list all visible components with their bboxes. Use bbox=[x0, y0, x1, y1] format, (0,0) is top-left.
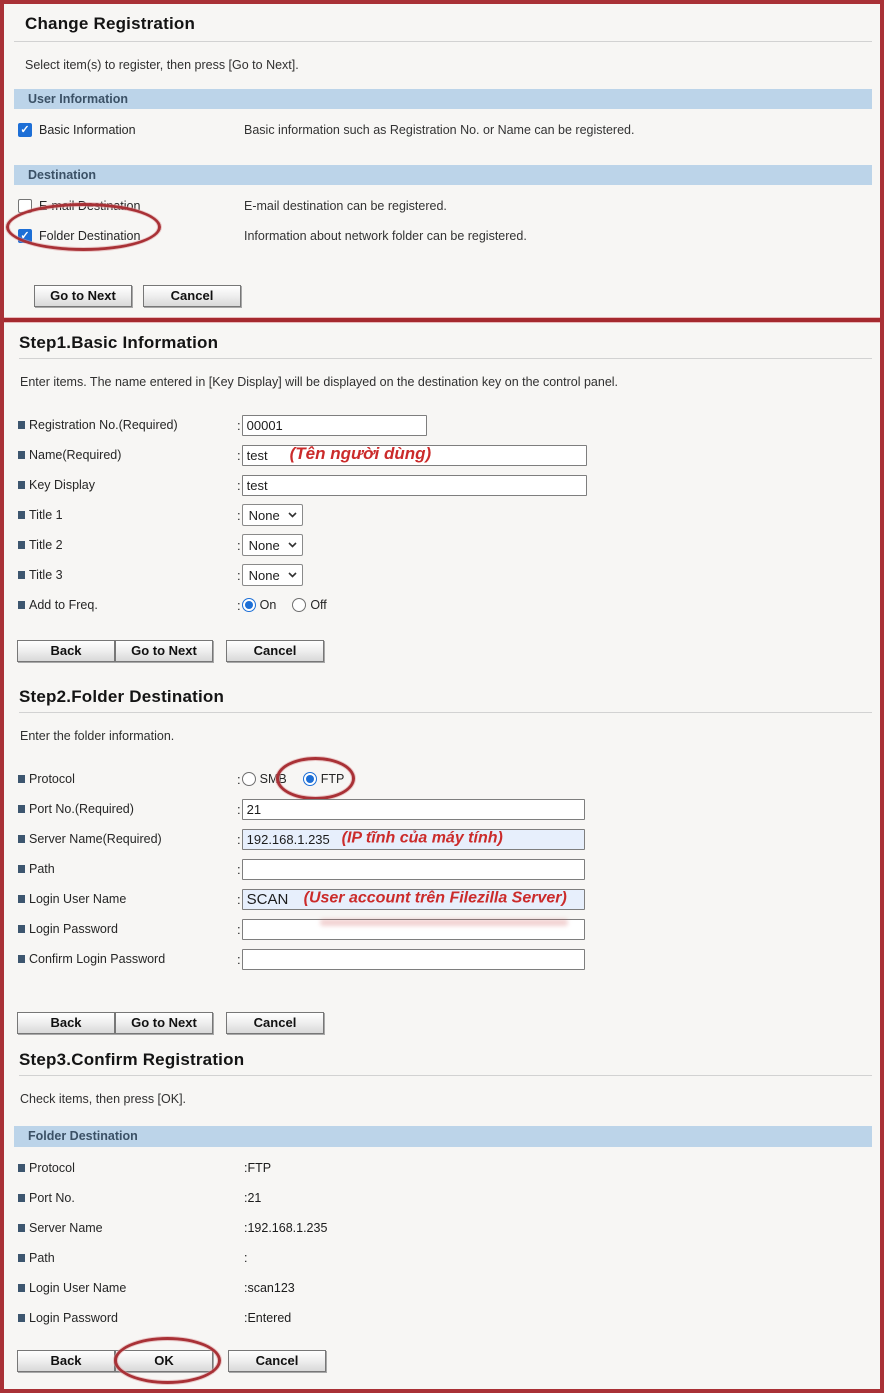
step1-divider bbox=[19, 358, 872, 359]
protocol-label: Protocol bbox=[29, 772, 75, 786]
server-name-row bbox=[4, 824, 880, 854]
step3-back-button[interactable]: Back bbox=[17, 1350, 115, 1372]
step2-cancel-button[interactable]: Cancel bbox=[226, 1012, 324, 1034]
field-colon: : bbox=[237, 801, 241, 817]
chevron-down-icon bbox=[288, 512, 297, 518]
summary-row-path bbox=[4, 1243, 880, 1273]
email-destination-checkbox[interactable] bbox=[18, 199, 32, 213]
title3-select[interactable] bbox=[242, 564, 303, 586]
login-password-input[interactable] bbox=[242, 919, 585, 940]
step1-title: Step1.Basic Information bbox=[19, 333, 219, 352]
button-spacer bbox=[213, 640, 226, 662]
summary-login-password-label: Login Password bbox=[29, 1311, 118, 1325]
summary-row-protocol bbox=[4, 1153, 880, 1183]
user-information-header: User Information bbox=[14, 89, 872, 109]
add-to-freq-off-radio[interactable] bbox=[292, 598, 306, 612]
name-label: Name(Required) bbox=[29, 448, 122, 462]
email-destination-row bbox=[4, 193, 880, 219]
chevron-down-icon bbox=[288, 572, 297, 578]
summary-server-name-label: Server Name bbox=[29, 1221, 103, 1235]
registration-no-input[interactable] bbox=[242, 415, 427, 436]
step2-go-to-next-button[interactable]: Go to Next bbox=[115, 1012, 213, 1034]
summary-login-user-name-value: :scan123 bbox=[244, 1281, 295, 1295]
summary-port-no-value: :21 bbox=[244, 1191, 262, 1205]
field-bullet bbox=[18, 895, 25, 903]
field-bullet bbox=[18, 805, 25, 813]
field-bullet bbox=[18, 925, 25, 933]
summary-row-port-no bbox=[4, 1183, 880, 1213]
field-bullet bbox=[18, 451, 25, 459]
port-no-row bbox=[4, 794, 880, 824]
field-bullet bbox=[18, 835, 25, 843]
field-bullet bbox=[18, 1254, 25, 1262]
title3-selected-value: None bbox=[248, 567, 280, 583]
summary-login-password-value: :Entered bbox=[244, 1311, 292, 1325]
folder-destination-row bbox=[4, 223, 880, 249]
summary-path-label: Path bbox=[29, 1251, 55, 1265]
field-colon: : bbox=[237, 507, 241, 523]
step3-title: Step3.Confirm Registration bbox=[19, 1050, 245, 1069]
folder-destination-label: Folder Destination bbox=[39, 229, 141, 243]
summary-port-no-label: Port No. bbox=[29, 1191, 75, 1205]
field-bullet bbox=[18, 1314, 25, 1322]
title1-label: Title 1 bbox=[29, 508, 63, 522]
confirm-login-password-label: Confirm Login Password bbox=[29, 952, 166, 966]
step1-instructions: Enter items. The name entered in [Key Display] will be displayed on the destination key on the control panel. bbox=[20, 375, 619, 389]
field-colon: : bbox=[237, 951, 241, 967]
folder-destination-description: Information about network folder can be registered. bbox=[244, 229, 527, 243]
name-row bbox=[4, 440, 880, 470]
title1-row bbox=[4, 500, 880, 530]
login-password-label: Login Password bbox=[29, 922, 118, 936]
step3-divider bbox=[19, 1075, 872, 1076]
summary-row-login-user-name bbox=[4, 1273, 880, 1303]
button-spacer bbox=[132, 285, 143, 307]
login-user-name-row bbox=[4, 884, 880, 914]
button-spacer bbox=[213, 1012, 226, 1034]
step1-cancel-button[interactable]: Cancel bbox=[226, 640, 324, 662]
server-name-label: Server Name(Required) bbox=[29, 832, 162, 846]
basic-information-row bbox=[4, 117, 880, 143]
title2-select[interactable] bbox=[242, 534, 303, 556]
protocol-ftp-radio[interactable] bbox=[303, 772, 317, 786]
summary-server-name-value: :192.168.1.235 bbox=[244, 1221, 328, 1235]
summary-row-login-password bbox=[4, 1303, 880, 1333]
step3-instructions: Check items, then press [OK]. bbox=[20, 1092, 187, 1106]
registration-no-label: Registration No.(Required) bbox=[29, 418, 178, 432]
step2-divider bbox=[19, 712, 872, 713]
add-to-freq-on-radio[interactable] bbox=[242, 598, 256, 612]
field-bullet bbox=[18, 1194, 25, 1202]
folder-destination-summary bbox=[4, 1153, 880, 1333]
step3-ok-button[interactable]: OK bbox=[115, 1350, 213, 1372]
field-bullet bbox=[18, 1284, 25, 1292]
key-display-row bbox=[4, 470, 880, 500]
step2-back-button[interactable]: Back bbox=[17, 1012, 115, 1034]
change-registration-buttons bbox=[34, 285, 880, 307]
field-bullet bbox=[18, 955, 25, 963]
button-spacer bbox=[213, 1350, 228, 1372]
login-password-row bbox=[4, 914, 880, 944]
confirm-login-password-row bbox=[4, 944, 880, 974]
folder-destination-summary-header: Folder Destination bbox=[14, 1126, 872, 1147]
name-input[interactable] bbox=[242, 445, 587, 466]
protocol-smb-label: SMB bbox=[259, 772, 287, 786]
field-colon: : bbox=[237, 597, 241, 613]
step2-title: Step2.Folder Destination bbox=[19, 687, 225, 706]
name-annotation: (Tên người dùng) bbox=[289, 444, 432, 464]
path-row bbox=[4, 854, 880, 884]
protocol-ftp-label: FTP bbox=[320, 772, 345, 786]
basic-information-description: Basic information such as Registration No. or Name can be registered. bbox=[244, 123, 635, 137]
summary-login-user-name-label: Login User Name bbox=[29, 1281, 127, 1295]
add-to-freq-on-label: On bbox=[259, 598, 277, 612]
email-destination-label: E-mail Destination bbox=[39, 199, 141, 213]
login-user-name-input[interactable] bbox=[242, 889, 585, 910]
field-bullet bbox=[18, 1164, 25, 1172]
path-label: Path bbox=[29, 862, 55, 876]
step1-go-to-next-button[interactable]: Go to Next bbox=[115, 640, 213, 662]
destination-header: Destination bbox=[14, 165, 872, 185]
confirm-login-password-input[interactable] bbox=[242, 949, 585, 970]
change-registration-instructions: Select item(s) to register, then press [Go to Next]. bbox=[25, 58, 299, 72]
add-to-freq-row bbox=[4, 590, 880, 620]
page-title: Change Registration bbox=[25, 14, 196, 33]
field-colon: : bbox=[237, 831, 241, 847]
chevron-down-icon bbox=[288, 542, 297, 548]
field-bullet bbox=[18, 775, 25, 783]
field-colon: : bbox=[237, 861, 241, 877]
summary-protocol-value: :FTP bbox=[244, 1161, 272, 1175]
folder-destination-checkbox[interactable] bbox=[18, 229, 32, 243]
title3-label: Title 3 bbox=[29, 568, 63, 582]
email-destination-description: E-mail destination can be registered. bbox=[244, 199, 447, 213]
basic-information-label: Basic Information bbox=[39, 123, 136, 137]
step1-form bbox=[4, 410, 880, 620]
server-name-input[interactable] bbox=[242, 829, 585, 850]
step2-form bbox=[4, 764, 880, 974]
field-bullet bbox=[18, 541, 25, 549]
title1-selected-value: None bbox=[248, 507, 280, 523]
title1-select[interactable] bbox=[242, 504, 303, 526]
server-name-annotation: (IP tĩnh của máy tính) bbox=[341, 829, 503, 847]
step1-buttons bbox=[17, 640, 880, 662]
field-bullet bbox=[18, 421, 25, 429]
login-user-name-annotation: (User account trên Filezilla Server) bbox=[303, 889, 567, 907]
steps-panel bbox=[4, 322, 880, 1389]
registration-no-row bbox=[4, 410, 880, 440]
field-colon: : bbox=[237, 771, 241, 787]
field-colon: : bbox=[237, 447, 241, 463]
title2-row bbox=[4, 530, 880, 560]
path-input[interactable] bbox=[242, 859, 585, 880]
field-bullet bbox=[18, 511, 25, 519]
key-display-input[interactable] bbox=[242, 475, 587, 496]
field-colon: : bbox=[237, 537, 241, 553]
go-to-next-button[interactable]: Go to Next bbox=[34, 285, 132, 307]
change-registration-panel bbox=[4, 4, 880, 318]
title2-selected-value: None bbox=[248, 537, 280, 553]
field-colon: : bbox=[237, 921, 241, 937]
field-bullet bbox=[18, 481, 25, 489]
field-bullet bbox=[18, 571, 25, 579]
cancel-button[interactable]: Cancel bbox=[143, 285, 241, 307]
step2-buttons bbox=[17, 1012, 880, 1034]
step2-instructions: Enter the folder information. bbox=[20, 729, 175, 743]
title-divider bbox=[14, 41, 872, 42]
summary-protocol-label: Protocol bbox=[29, 1161, 75, 1175]
add-to-freq-label: Add to Freq. bbox=[29, 598, 98, 612]
field-colon: : bbox=[237, 417, 241, 433]
field-colon: : bbox=[237, 567, 241, 583]
key-display-label: Key Display bbox=[29, 478, 95, 492]
field-bullet bbox=[18, 601, 25, 609]
step3-cancel-button[interactable]: Cancel bbox=[228, 1350, 326, 1372]
basic-information-checkbox[interactable] bbox=[18, 123, 32, 137]
title3-row bbox=[4, 560, 880, 590]
title2-label: Title 2 bbox=[29, 538, 63, 552]
add-to-freq-off-label: Off bbox=[310, 598, 327, 612]
port-no-label: Port No.(Required) bbox=[29, 802, 134, 816]
field-colon: : bbox=[237, 891, 241, 907]
port-no-input[interactable] bbox=[242, 799, 585, 820]
summary-path-value: : bbox=[244, 1251, 248, 1265]
login-user-name-label: Login User Name bbox=[29, 892, 127, 906]
protocol-smb-radio[interactable] bbox=[242, 772, 256, 786]
field-bullet bbox=[18, 865, 25, 873]
field-bullet bbox=[18, 1224, 25, 1232]
field-colon: : bbox=[237, 477, 241, 493]
summary-row-server-name bbox=[4, 1213, 880, 1243]
step1-back-button[interactable]: Back bbox=[17, 640, 115, 662]
protocol-row bbox=[4, 764, 880, 794]
step3-buttons bbox=[17, 1350, 880, 1372]
